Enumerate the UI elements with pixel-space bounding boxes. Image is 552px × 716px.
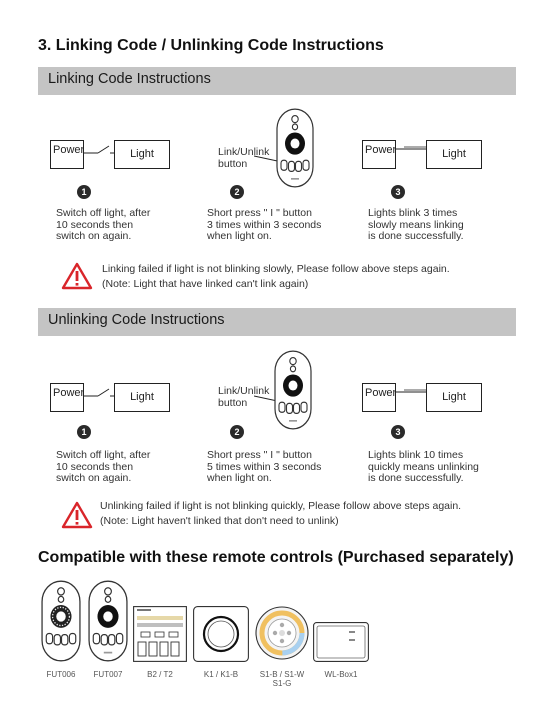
remote-control-icon	[276, 108, 314, 188]
panel-b2-icon	[133, 606, 187, 662]
step-number-badge: 2	[230, 425, 244, 439]
warning-text: Unlinking failed if light is not blinking quickly, Please follow above steps again. (Note: Light haven't linked that don't need to unlink)	[100, 500, 462, 527]
fut006-remote-icon	[41, 580, 81, 662]
linking-section-header	[38, 67, 516, 95]
link-unlink-button-label: Link/Unlink button	[218, 385, 270, 409]
round-s1-icon	[254, 604, 310, 662]
knob-k1-icon	[193, 606, 249, 662]
product-name: FUT006	[46, 670, 76, 679]
product-name: FUT007	[93, 670, 123, 679]
light-box: Light	[426, 383, 482, 412]
step-number-badge: 2	[230, 185, 244, 199]
step-number-badge: 3	[391, 425, 405, 439]
unlinking-header-text: Unlinking Code Instructions	[48, 312, 225, 328]
power-box: Power	[362, 383, 396, 412]
warning-icon	[61, 262, 93, 290]
step-number-badge: 1	[77, 185, 91, 199]
light-box: Light	[114, 383, 170, 412]
light-box: Light	[114, 140, 170, 169]
linking-header-text: Linking Code Instructions	[48, 71, 211, 87]
warning-text: Linking failed if light is not blinking slowly, Please follow above steps again. (Note: Light that have linked can't link again)	[102, 263, 450, 290]
step-description: Switch off light, after 10 seconds then switch on again.	[56, 449, 151, 484]
step-number-badge: 1	[77, 425, 91, 439]
light-box: Light	[426, 140, 482, 169]
remote-control-icon	[274, 350, 312, 430]
power-box: Power	[50, 140, 84, 169]
warning-icon	[61, 501, 93, 529]
step-description: Short press " I " button 5 times within 3 seconds when light on.	[207, 449, 322, 484]
unlinking-section-header	[38, 308, 516, 336]
step-description: Short press " I " button 3 times within 3 seconds when light on.	[207, 207, 322, 242]
wl-box-icon	[313, 622, 369, 662]
step-description: Lights blink 3 times slowly means linking is done successfully.	[368, 207, 464, 242]
power-box: Power	[362, 140, 396, 169]
page-title: 3. Linking Code / Unlinking Code Instructions	[38, 37, 384, 54]
link-unlink-button-label: Link/Unlink button	[218, 146, 270, 170]
product-name: B2 / T2	[147, 670, 173, 679]
step-description: Lights blink 10 times quickly means unlinking is done successfully.	[368, 449, 479, 484]
product-name: S1-B / S1-W S1-G	[259, 670, 305, 688]
power-box: Power	[50, 383, 84, 412]
fut007-remote-icon	[88, 580, 128, 662]
step-description: Switch off light, after 10 seconds then switch on again.	[56, 207, 151, 242]
product-name: WL-Box1	[324, 670, 358, 679]
compatible-title: Compatible with these remote controls (Purchased separately)	[38, 549, 514, 566]
step-number-badge: 3	[391, 185, 405, 199]
product-name: K1 / K1-B	[203, 670, 239, 679]
